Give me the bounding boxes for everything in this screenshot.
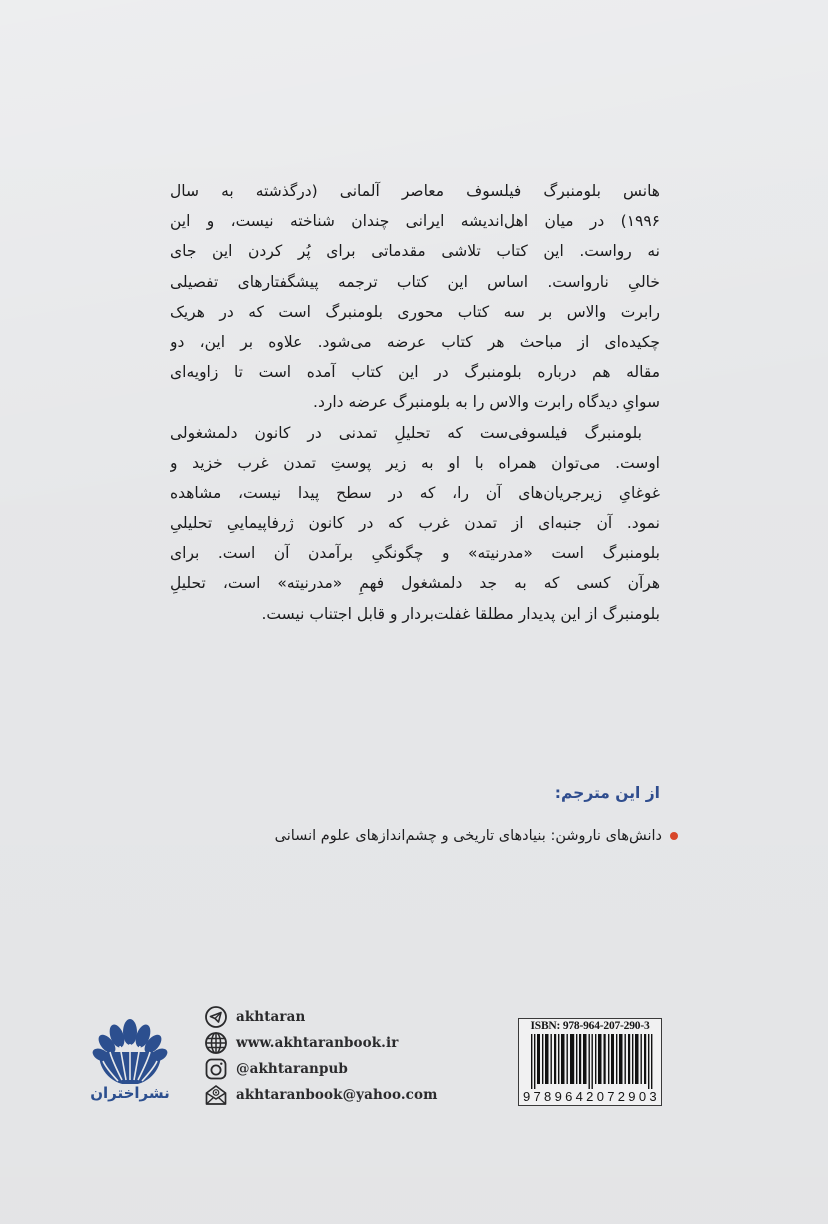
blurb-line: چکیده‌ای از مباحث هر کتاب عرضه می‌شود. علاوه بر این، دو [170, 332, 660, 351]
barcode-digits: 9789642072903 [523, 1089, 660, 1104]
barcode-icon [531, 1034, 653, 1089]
blurb-line: هانس بلومنبرگ فیلسوف معاصر آلمانی (درگذشته به سال [170, 182, 660, 200]
blurb-line: غوغایِ زیرجریان‌های آن را، که در سطح پیدا نیست، مشاهده [170, 483, 660, 502]
contact-website[interactable] [204, 1030, 437, 1056]
translator-works-list [275, 828, 678, 844]
blurb-line: بلومنبرگ است «مدرنیته» و چگونگیِ برآمدن آن است. برای [170, 544, 660, 563]
blurb-line: بلومنبرگ از این پدیدار مطلقا غفلت‌بردار و قابل اجتناب نیست. [261, 604, 660, 623]
blurb-line: نمود. آن جنبه‌ای از تمدن غرب که در کانون ژرفاپیماییِ تحلیلیِ [170, 514, 660, 533]
blurb-line: خالیِ نارواست. اساس این کتاب ترجمه پیشگفتارهای تفصیلی [170, 272, 660, 291]
blurb-line: بلومنبرگ فیلسوفی‌ست که تحلیلِ تمدنی در کانون دلمشغولی [170, 423, 642, 442]
blurb-line: هرآن کسی که به جد دلمشغول فهمِ «مدرنیته» است، تحلیلِ [170, 574, 660, 593]
isbn-barcode [518, 1018, 662, 1106]
list-item [275, 828, 678, 844]
blurb-line: مقاله هم درباره بلومنبرگ در این کتاب آمده است تا زاویه‌ای [170, 363, 660, 382]
contact-email[interactable] [204, 1082, 437, 1108]
contact-text: akhtaran [236, 1009, 306, 1025]
blurb-line: ۱۹۹۶) در میان اهل‌اندیشه ایرانی چندان شناخته نیست، و این [170, 212, 660, 231]
contact-text: www.akhtaranbook.ir [236, 1035, 399, 1051]
telegram-icon [204, 1005, 228, 1029]
work-title: دانش‌های ناروشن: بنیادهای تاریخی و چشم‌اندازهای علوم انسانی [274, 828, 662, 844]
contact-telegram[interactable] [204, 1004, 437, 1030]
publisher-contacts [204, 1004, 437, 1108]
contact-text: @akhtaranpub [236, 1061, 348, 1077]
blurb-line: نه رواست. این کتاب تلاشی مقدماتی برای پُر کردن این جای [170, 242, 660, 261]
blurb-line: سوایِ دیدگاه رابرت والاس را به بلومنبرگ عرضه دارد. [313, 393, 660, 412]
globe-icon [204, 1031, 228, 1055]
blurb-text [170, 176, 660, 629]
isbn-label: ISBN: 978-964-207-290-3 [530, 1020, 650, 1032]
publisher-name: نشراختران [90, 1084, 170, 1102]
shell-logo-icon [90, 1018, 170, 1084]
bullet-icon [670, 832, 678, 840]
instagram-icon [204, 1057, 228, 1081]
blurb-line: رابرت والاس بر سه کتاب محوری بلومنبرگ است که در هریک [170, 302, 660, 321]
contact-text: akhtaranbook@yahoo.com [236, 1087, 438, 1103]
contact-instagram[interactable] [204, 1056, 437, 1082]
blurb-line: اوست. می‌توان همراه با او به زیر پوستِ تمدن غرب خزید و [170, 453, 660, 472]
translator-works-heading: از این مترجم: [554, 784, 660, 802]
publisher-logo [90, 1018, 170, 1114]
email-icon [204, 1083, 228, 1107]
